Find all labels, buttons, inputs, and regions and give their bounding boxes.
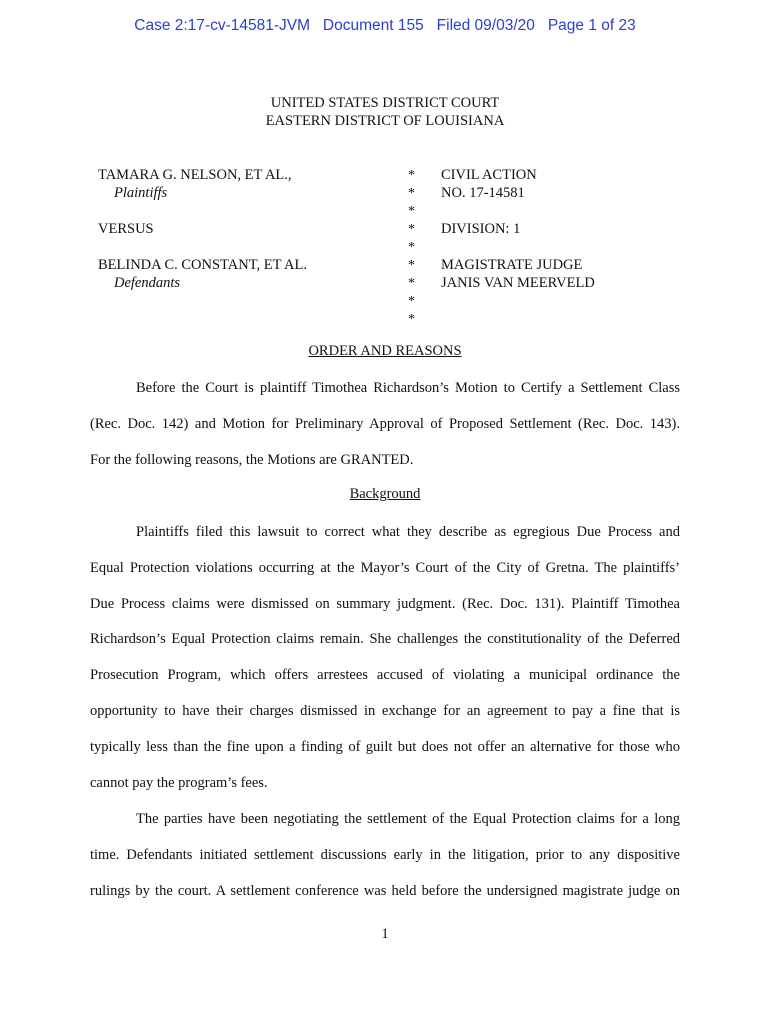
background-line: Prosecution Program, which offers arrestees accused of violating a municipal ordinance the bbox=[90, 667, 680, 683]
background-line: Due Process claims were dismissed on summary judgment. (Rec. Doc. 131). Plaintiff Timothea bbox=[90, 596, 680, 612]
defendant-name: BELINDA C. CONSTANT, ET AL. bbox=[98, 257, 307, 273]
caption-star: * bbox=[408, 276, 415, 291]
page-number: 1 bbox=[381, 926, 389, 942]
division-label: DIVISION: 1 bbox=[441, 221, 521, 237]
page-count-stamp: Page 1 of 23 bbox=[547, 17, 636, 34]
settlement-line: rulings by the court. A settlement conference was held before the undersigned magistrate judge on bbox=[90, 883, 680, 899]
filed-date-stamp: Filed 09/03/20 bbox=[436, 17, 535, 34]
caption-star: * bbox=[408, 186, 415, 201]
case-number-stamp: Case 2:17-cv-14581-JVM bbox=[134, 17, 310, 34]
case-number: NO. 17-14581 bbox=[441, 185, 525, 201]
background-line: typically less than the fine upon a finding of guilt but does not offer an alternative for those who bbox=[90, 739, 680, 755]
caption-star: * bbox=[408, 312, 415, 327]
background-line: cannot pay the program’s fees. bbox=[90, 775, 268, 791]
caption-star: * bbox=[408, 258, 415, 273]
intro-line: Before the Court is plaintiff Timothea Richardson’s Motion to Certify a Settlement Class bbox=[136, 380, 680, 396]
defendant-role: Defendants bbox=[114, 275, 181, 291]
document-number-stamp: Document 155 bbox=[322, 17, 424, 34]
caption-star: * bbox=[408, 240, 415, 255]
intro-line: (Rec. Doc. 142) and Motion for Preliminary Approval of Proposed Settlement (Rec. Doc. 143). bbox=[90, 416, 680, 432]
civil-action-label: CIVIL ACTION bbox=[441, 167, 537, 183]
caption-star: * bbox=[408, 204, 415, 219]
background-line: Equal Protection violations occurring at the Mayor’s Court of the City of Gretna. The plaintiffs’ bbox=[90, 560, 680, 576]
caption-star: * bbox=[408, 222, 415, 237]
background-line: opportunity to have their charges dismissed in exchange for an agreement to pay a fine that is bbox=[90, 703, 680, 719]
versus-label: VERSUS bbox=[98, 221, 154, 237]
court-name-line-2: EASTERN DISTRICT OF LOUISIANA bbox=[265, 113, 505, 129]
background-line: Richardson’s Equal Protection claims remain. She challenges the constitutionality of the Deferred bbox=[90, 631, 680, 647]
settlement-line: time. Defendants initiated settlement discussions early in the litigation, prior to any dispositive bbox=[90, 847, 680, 863]
plaintiff-role: Plaintiffs bbox=[114, 185, 168, 201]
judge-title: MAGISTRATE JUDGE bbox=[441, 257, 583, 273]
section-heading-background: Background bbox=[349, 486, 421, 502]
judge-name: JANIS VAN MEERVELD bbox=[441, 275, 595, 291]
settlement-line: The parties have been negotiating the settlement of the Equal Protection claims for a long bbox=[136, 811, 680, 827]
caption-star: * bbox=[408, 294, 415, 309]
court-name-line-1: UNITED STATES DISTRICT COURT bbox=[270, 95, 500, 111]
ecf-header-stamp bbox=[0, 17, 770, 35]
plaintiff-name: TAMARA G. NELSON, ET AL., bbox=[98, 167, 292, 183]
caption-star: * bbox=[408, 168, 415, 183]
intro-line: For the following reasons, the Motions are GRANTED. bbox=[90, 452, 414, 468]
document-title: ORDER AND REASONS bbox=[308, 343, 462, 359]
background-line: Plaintiffs filed this lawsuit to correct what they describe as egregious Due Process and bbox=[136, 524, 680, 540]
